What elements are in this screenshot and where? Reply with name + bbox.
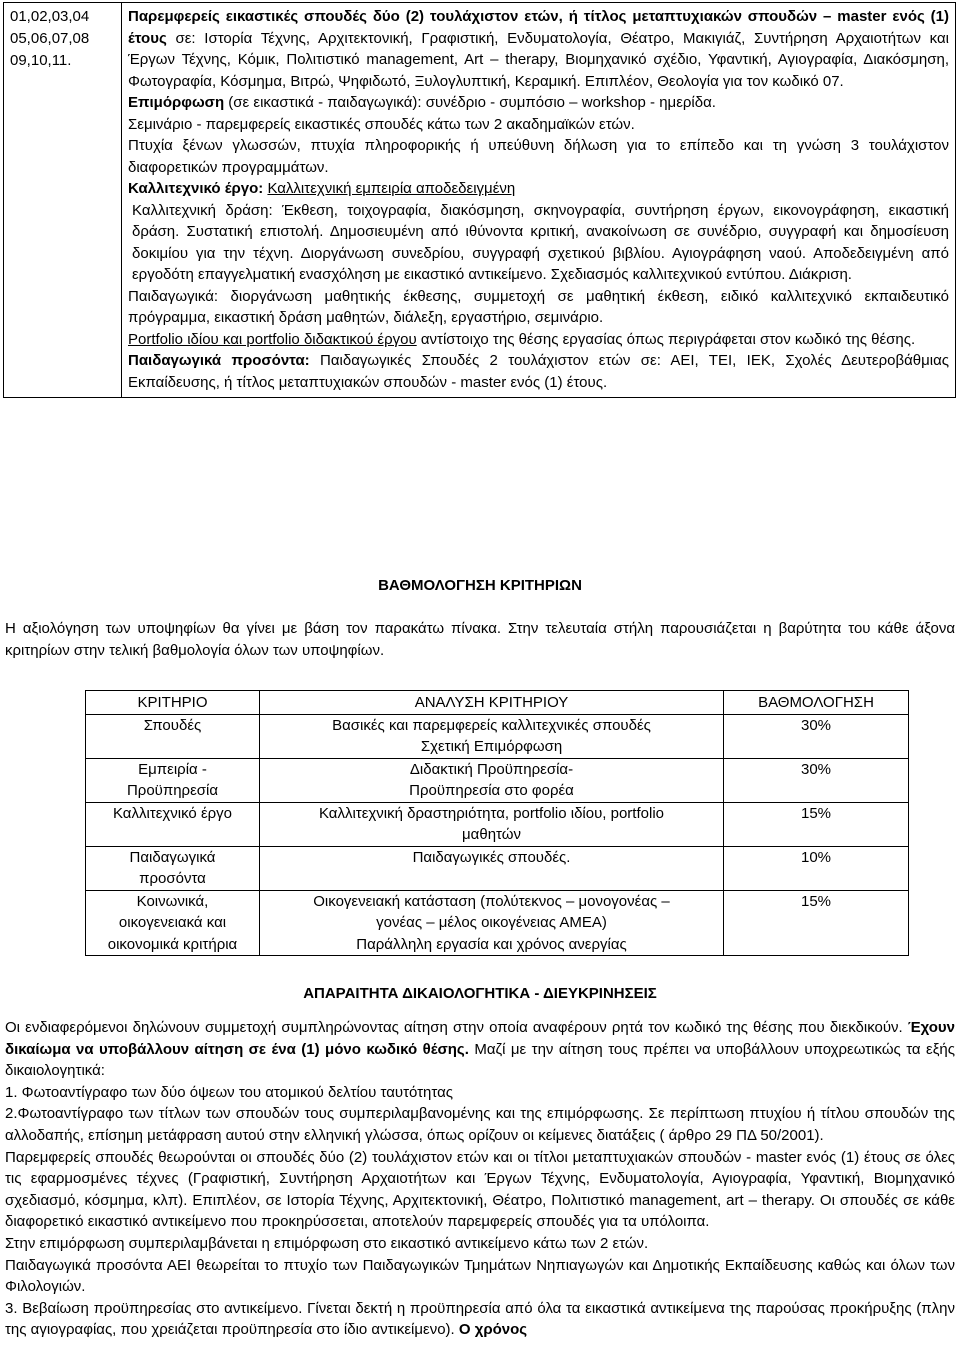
criterion-analysis: Προϋπηρεσία στο φορέα [409,782,574,799]
criterion-analysis: Παράλληλη εργασία και χρόνος ανεργίας [356,935,627,953]
qualifications-table [3,2,956,398]
criteria-header: ΑΝΑΛΥΣΗ ΚΡΙΤΗΡΙΟΥ [260,691,724,715]
portfolio-text: αντίστοιχο της θέσης εργασίας όπως περιγράφεται στον κωδικό της θέσης. [416,330,916,348]
criterion-name: Κοινωνικά, [136,892,209,910]
criterion-name: Εμπειρία - [138,760,207,778]
artwork-heading: Καλλιτεχνικό έργο: [128,180,264,197]
studies-paragraph [128,6,949,92]
criterion-name: Προϋπηρεσία [126,782,219,799]
position-code: 09,10,11. [10,52,72,69]
application-paragraph [5,1017,955,1082]
grading-title: ΒΑΘΜΟΛΟΓΗΣΗ ΚΡΙΤΗΡΙΩΝ [378,577,582,594]
criterion-analysis: Διδακτική Προϋπηρεσία- [409,760,574,778]
pedagogical-qualifications-paragraph [128,350,949,393]
criterion-name: Καλλιτεχνικό έργο [112,804,233,822]
training-heading: Επιμόρφωση [128,94,225,111]
seminar-paragraph: Σεμινάριο - παρεμφερείς εικαστικές σπουδές κάτω των 2 ακαδημαϊκών ετών. [128,115,635,133]
documents-title: ΑΠΑΡΑΙΤΗΤΑ ΔΙΚΑΙΟΛΟΓΗΤΙΚΑ - ΔΙΕΥΚΡΙΝΗΣΕΙΣ [303,985,657,1002]
criteria-row [86,802,909,846]
criterion-analysis: Βασικές και παρεμφερείς καλλιτεχνικές σπουδές [332,716,651,734]
related-studies-paragraph: Παρεμφερείς σπουδές θεωρούνται οι σπουδές δύο (2) τουλάχιστον ετών και οι τίτλοι μεταπτυχιακών σπουδών - master ενός (1) έτους σε όλες τις εφαρμοσμένες τέχνες (Γραφιστική, Συντήρηση Αρχαιοτήτων και Έργων Τέχνης, Ενδυματολογία, Αγιογραφία, Υφαντική, Βιομηχανικό σχεδιασμό, κόσμημα, κλπ). Επιπλέον, σε Ιστορία Τέχνης, Αρχιτεκτονική, Θέατρο, Πολιτιστικό management, art – therapy. Οι σπουδές σε κάθε διαφορετικό εικαστικό αντικείμενο που προκηρύσσεται, αποτελούν παρεμφερείς σπουδές για τα υπόλοιπα. [5,1148,955,1231]
portfolio-paragraph [128,329,949,351]
criteria-header-row [86,691,909,715]
languages-paragraph: Πτυχία ξένων γλωσσών, πτυχία πληροφορικής ή υπεύθυνη δήλωση για το επίπεδο και τη γνώση 3 τουλάχιστον διαφορετικών προγραμμάτων. [128,137,949,176]
training-text: (σε εικαστικά - παιδαγωγικά): συνέδριο - συμπόσιο – workshop - ημερίδα. [224,94,716,111]
criterion-analysis: Σχετική Επιμόρφωση [420,738,563,755]
criterion-score: 15% [800,804,832,822]
criteria-row [86,758,909,802]
position-codes-cell [4,3,122,398]
criterion-name: οικογενειακά και [118,914,227,931]
training-note-paragraph: Στην επιμόρφωση συμπεριλαμβάνεται η επιμόρφωση στο εικαστικό αντικείμενο κάτω των 2 ετών. [5,1234,649,1252]
artistic-action-paragraph: Καλλιτεχνική δράση: Έκθεση, τοιχογραφία, διακόσμηση, σκηνογραφία, συντήρηση έργων, εικονογράφηση, εικαστική δράση. Συστατική επιστολή. Δημοσιευμένη από ιθύνοντα κριτική, ανακοίνωση σε συνέδριο, συγγραφή και δημοσίευση δοκιμίου για την τέχνη. Διοργάνωση συνεδρίου, συγγραφή σχετικού βιβλίου. Αγιογράφηση ναού. Αποδεδειγμένη από εργοδότη επαγγελματική ενασχόληση με εικαστικό αντικείμενο. Σχεδιασμός καλλιτεχνικού εντύπου. Διάκριση. [132,201,949,283]
criterion-name: οικονομικά κριτήρια [107,935,238,953]
documents-section [5,1017,955,1341]
studies-text: σε: Ιστορία Τέχνης, Αρχιτεκτονική, Γραφιστική, Ενδυματολογία, Θέατρο, Μακιγιάζ, Συντήρηση Αρχαιοτήτων και Έργων Τέχνης, Κόμικ, Πολιτιστικό management, Art – therapy, Βιομηχανικό σχέδιο, Υφαντική, Αγιογραφία, Διακόσμηση, Φωτογραφία, Κόσμημα, Βιτρώ, Ψηφιδωτό, Ξυλογλυπτική, Κεραμική. Επιπλέον, Θεολογία για τον κωδικό 07. [128,29,949,90]
training-paragraph [128,92,949,114]
pedagogical-qualifications-text: Παιδαγωγικές Σπουδές 2 τουλάχιστον ετών σε: ΑΕΙ, ΤΕΙ, ΙΕΚ, Σχολές Δευτεροβάθμιας Εκπαίδευσης, ή τίτλος μεταπτυχιακών σπουδών - master ενός (1) έτους. [128,352,949,391]
criteria-row [86,846,909,890]
criterion-score: 15% [800,892,832,910]
experience-paragraph [5,1298,955,1341]
grading-intro: Η αξιολόγηση των υποψηφίων θα γίνει με βάση τον παρακάτω πίνακα. Στην τελευταία στήλη παρουσιάζεται η βαρύτητα του κάθε άξονα κριτηρίων στην τελική βαθμολογία όλων των υποψηφίων. [5,620,955,659]
criteria-row [86,714,909,758]
criterion-score: 30% [800,716,832,734]
criteria-table [85,690,909,956]
criterion-analysis: γονέας – μέλος οικογένειας ΑΜΕΑ) [376,914,607,931]
studies-heading: Παρεμφερείς εικαστικές σπουδές δύο (2) τουλάχιστον ετών, ή τίτλος μεταπτυχιακών σπουδών – master ενός (1) έτους [128,8,949,47]
document-item: 1. Φωτοαντίγραφο των δύο όψεων του ατομικού δελτίου ταυτότητας [5,1083,454,1101]
criteria-header: ΚΡΙΤΗΡΙΟ [86,691,260,715]
criterion-name: Παιδαγωγικά [129,848,216,866]
criterion-analysis: Οικογενειακή κατάσταση (πολύτεκνος – μονογονέας – [313,892,670,910]
application-text-2: Μαζί με την αίτηση τους πρέπει να υποβάλλουν υποχρεωτικώς τα εξής δικαιολογητικά: [5,1040,956,1080]
criterion-score: 30% [800,760,832,778]
artwork-subheading: Καλλιτεχνική εμπειρία αποδεδειγμένη [267,180,516,197]
criterion-score: 10% [800,848,832,866]
qualifications-cell [122,3,956,398]
application-text: Οι ενδιαφερόμενοι δηλώνουν συμμετοχή συμπληρώνοντας αίτηση στην οποία αναφέρουν ρητά τον κωδικό της θέσης που διεκδικούν. [5,1019,903,1036]
experience-bold: Ο χρόνος [454,1321,528,1339]
position-code: 05,06,07,08 [10,30,90,47]
pedagogical-activities-paragraph: Παιδαγωγικά: διοργάνωση μαθητικής έκθεσης, συμμετοχή σε μαθητική έκθεση, ειδικό καλλιτεχνικό εκπαιδευτικό πρόγραμμα, εικαστική δράση μαθητών, διάλεξη, εργαστήριο, σεμινάριο. [128,287,949,326]
criterion-analysis: Καλλιτεχνική δραστηριότητα, portfolio ιδίου, portfolio [318,804,664,822]
artwork-heading-paragraph [128,178,949,200]
criterion-analysis: Παιδαγωγικές σπουδές. [412,848,571,866]
criterion-name: Σπουδές [143,716,202,734]
application-rule: Έχουν δικαίωμα να υποβάλλουν αίτηση σε ένα (1) μόνο κωδικό θέσης. [5,1019,955,1058]
criterion-analysis: μαθητών [462,826,521,843]
experience-text: 3. Βεβαίωση προϋπηρεσίας στο αντικείμενο. Γίνεται δεκτή η προϋπηρεσία από όλα τα εικαστικά αντικείμενα της παρούσας προκήρυξης (πλην της αγιογραφίας, που χρειάζεται προϋπηρεσία στο ίδιο αντικείμενο). [5,1299,955,1339]
criterion-name: προσόντα [139,870,206,887]
pedagogical-qualifications-heading: Παιδαγωγικά προσόντα: [128,352,310,369]
criteria-header: ΒΑΘΜΟΛΟΓΗΣΗ [724,691,909,715]
document-item: 2.Φωτοαντίγραφο των τίτλων των σπουδών τους συμπεριλαμβανομένης και της επιμόρφωσης. Σε περίπτωση πτυχίου ή τίτλου σπουδών της αλλοδαπής, επίσημη μετάφραση αυτού στην ελληνική γλώσσα, όπως ορίζουν οι κείμενες διατάξεις ( άρθρο 29 ΠΔ 50/2001). [5,1105,955,1144]
pedagogical-note-paragraph: Παιδαγωγικά προσόντα ΑΕΙ θεωρείται το πτυχίο των Παιδαγωγικών Τμημάτων Νηπιαγωγών και Δημοτικής Εκπαίδευσης καθώς και όλων των Φιλολογιών. [5,1256,955,1296]
position-code: 01,02,03,04 [10,8,90,25]
portfolio-heading: Portfolio ιδίου και portfolio διδακτικού έργου [128,330,417,348]
criteria-row [86,890,909,956]
